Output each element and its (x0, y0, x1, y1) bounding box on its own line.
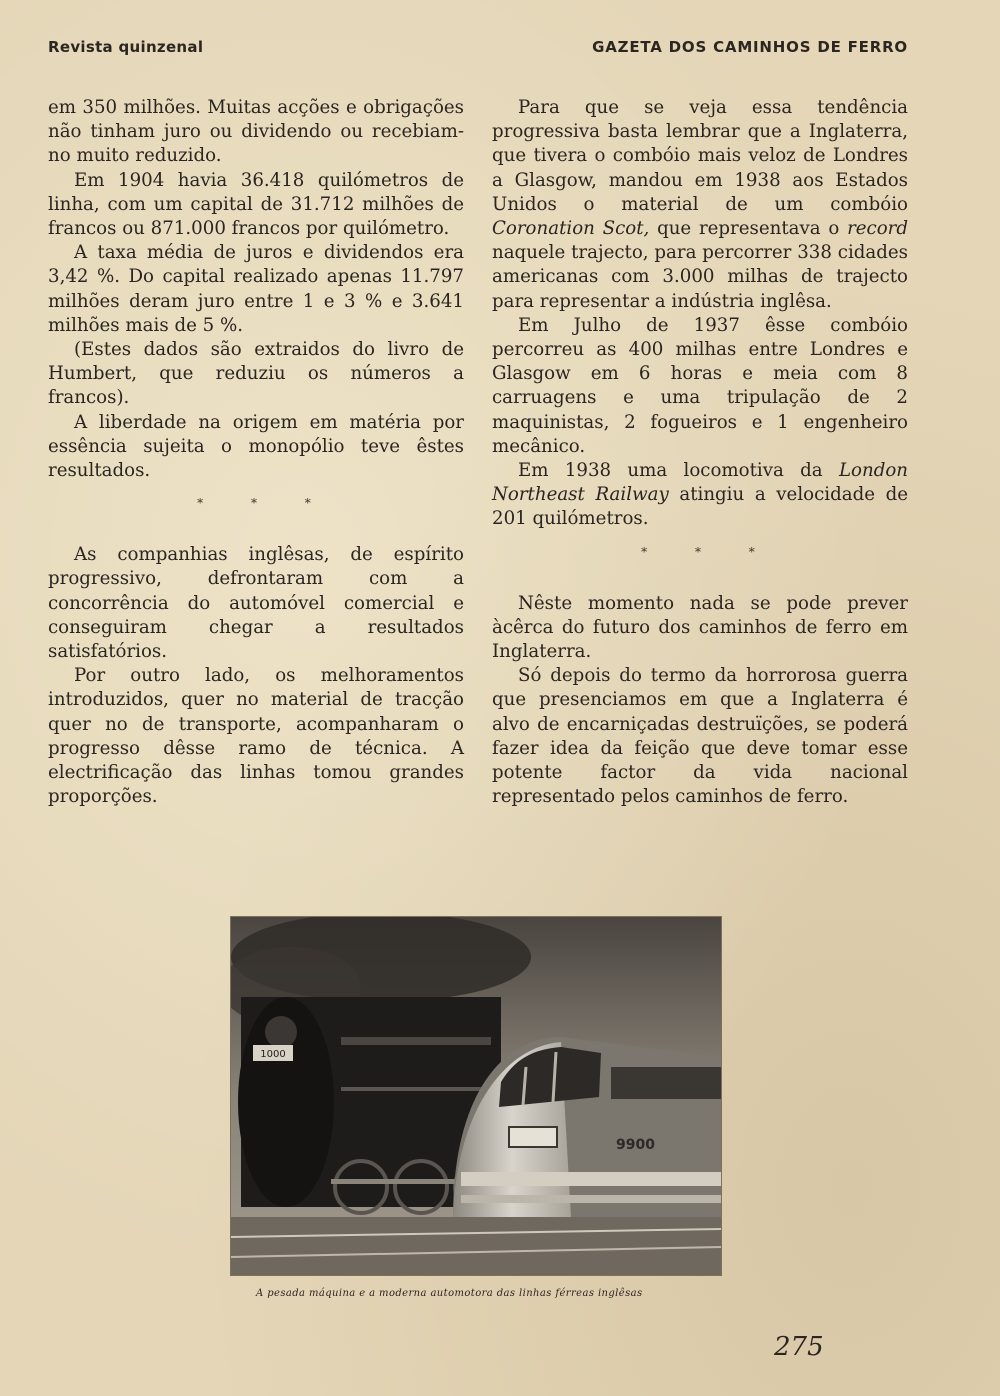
paragraph: em 350 milhões. Muitas acções e obrigações não tinham juro ou dividendo ou recebiam-no muito reduzido. (48, 97, 464, 167)
section-separator: * * * (641, 544, 777, 559)
train-illustration (231, 917, 721, 1275)
paragraph: As companhias inglêsas, de espírito progressivo, defrontaram com a concorrência do automóvel comercial e conseguiram chegar a resultados satisfatórios. (48, 544, 464, 663)
paragraph-text: atingiu a velocidade de 201 quilómetros. (492, 484, 909, 530)
right-column (492, 96, 908, 809)
section-separator: * * * (197, 496, 333, 511)
paragraph: Só depois do termo da horrorosa guerra que presenciamos em que a Inglaterra é alvo de encarniçadas destruïções, se poderá fazer idea da feição que deve tomar esse potente factor da vida nacional representado pelos caminhos de ferro. (492, 665, 908, 808)
paragraph: Em Julho de 1937 êsse combóio percorreu as 400 milhas entre Londres e Glasgow em 6 horas e meia com 8 carruagens e uma tripulação de 2 maquinistas, 2 fogueiros e 1 engenheiro mecânico. (492, 314, 908, 457)
paragraph (492, 96, 908, 314)
italic-term: Coronation Scot, (492, 218, 650, 240)
paragraph (492, 459, 908, 532)
ground (231, 1217, 721, 1275)
italic-term: record (847, 218, 908, 240)
engine-number-plate: 1000 (260, 1049, 286, 1060)
railcar-number: 9900 (616, 1137, 655, 1153)
paragraph: Nêste momento nada se pode prever àcêrca do futuro dos caminhos de ferro em Inglaterra. (492, 592, 908, 663)
italic-term: London Northeast Railway (492, 460, 908, 506)
paragraph: A taxa média de juros e dividendos era 3,42 %. Do capital realizado apenas 11.797 milhões deram juro entre 1 e 3 % e 3.641 milhões mais de 5 %. (48, 242, 464, 336)
figure-caption: A pesada máquina e a moderna automotora das linhas férreas inglêsas (256, 1288, 643, 1299)
page-number: 275 (774, 1332, 824, 1362)
paragraph-text: Em 1938 uma locomotiva da (518, 460, 839, 482)
left-column (48, 96, 464, 809)
paragraph: A liberdade na origem em matéria por essência sujeita o monopólio teve êstes resultados. (48, 411, 464, 482)
paragraph-text: Para que se veja essa tendência progressiva basta lembrar que a Inglaterra, que tivera o combóio mais veloz de Londres a Glasgow, mandou em 1938 aos Estados Unidos o material de um combóio (492, 97, 908, 215)
running-header-left: Revista quinzenal (48, 38, 204, 56)
paragraph: Em 1904 havia 36.418 quilómetros de linha, com um capital de 31.712 milhões de francos ou 871.000 francos por quilómetro. (48, 169, 464, 240)
train-photograph (230, 916, 722, 1276)
paragraph: (Estes dados são extraidos do livro de Humbert, que reduziu os números a francos). (48, 339, 464, 409)
paragraph-text: que representava o (649, 218, 848, 240)
paragraph-text: naquele trajecto, para percorrer 338 cidades americanas com 3.000 milhas de trajecto para representar a indústria inglêsa. (492, 242, 908, 312)
running-header-right: GAZETA DOS CAMINHOS DE FERRO (592, 38, 908, 56)
paragraph: Por outro lado, os melhoramentos introduzidos, quer no material de tracção quer no de transporte, acompanharam o progresso dêsse ramo de técnica. A electrificação das linhas tomou grandes proporções. (48, 665, 464, 808)
